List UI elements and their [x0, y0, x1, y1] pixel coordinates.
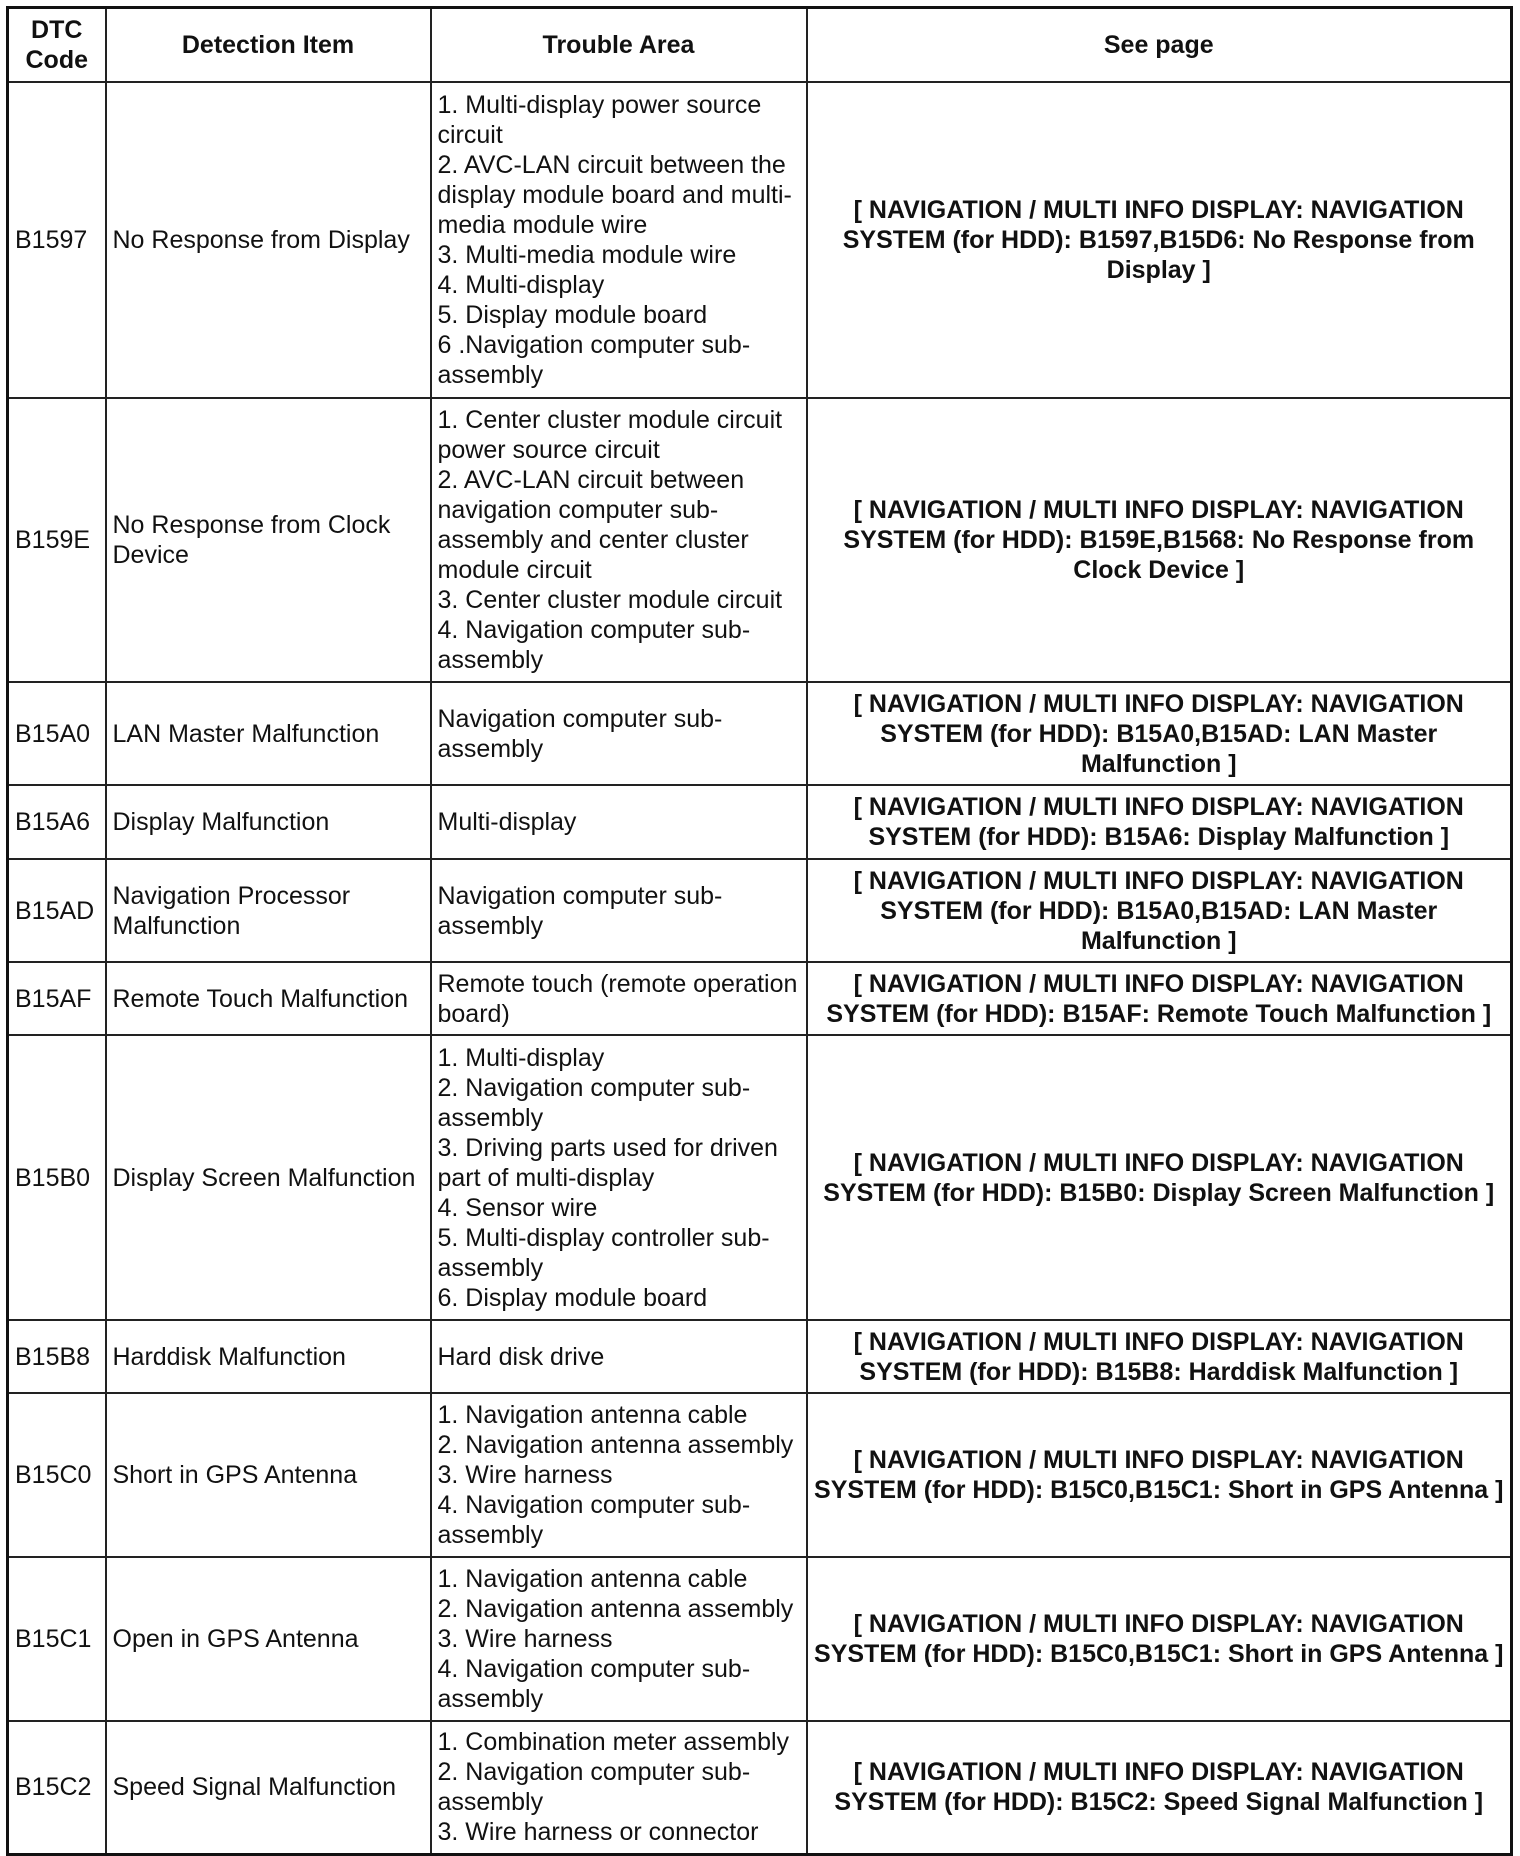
dtc-code-cell: B15B8 — [8, 1320, 106, 1393]
dtc-table — [6, 6, 1513, 1856]
dtc-code-cell: B15A0 — [8, 682, 106, 785]
header-trouble-area: Trouble Area — [431, 8, 807, 83]
trouble-area-item: 1. Navigation antenna cable — [437, 1565, 748, 1593]
dtc-code-cell: B15B0 — [8, 1035, 106, 1320]
trouble-area-cell — [431, 1320, 807, 1393]
see-page-link[interactable]: [ NAVIGATION / MULTI INFO DISPLAY: NAVIGATION SYSTEM (for HDD): B1597,B15D6: No Response from Display ] — [807, 82, 1512, 398]
detection-item-cell: LAN Master Malfunction — [106, 682, 431, 785]
detection-item-cell: Short in GPS Antenna — [106, 1393, 431, 1557]
detection-item-cell: Navigation Processor Malfunction — [106, 859, 431, 962]
see-page-link[interactable]: [ NAVIGATION / MULTI INFO DISPLAY: NAVIGATION SYSTEM (for HDD): B15C0,B15C1: Short in GPS Antenna ] — [807, 1557, 1512, 1721]
dtc-code-cell: B15C0 — [8, 1393, 106, 1557]
table-row — [8, 1557, 1512, 1721]
trouble-area-item: 2. Navigation computer sub-assembly — [437, 1073, 751, 1132]
dtc-code-cell: B15C2 — [8, 1721, 106, 1854]
table-row — [8, 1320, 1512, 1393]
see-page-link[interactable]: [ NAVIGATION / MULTI INFO DISPLAY: NAVIGATION SYSTEM (for HDD): B15A6: Display Malfunction ] — [807, 785, 1512, 859]
detection-item-cell: No Response from Display — [106, 82, 431, 398]
header-see-page: See page — [807, 8, 1512, 83]
trouble-area-item: 2. AVC-LAN circuit between the display module board and multi-media module wire — [437, 151, 792, 239]
detection-item-cell: Display Screen Malfunction — [106, 1035, 431, 1320]
trouble-area-item: 2. Navigation antenna assembly — [437, 1595, 794, 1623]
dtc-code-cell: B159E — [8, 398, 106, 682]
trouble-area-cell — [431, 1721, 807, 1854]
trouble-area-item: Hard disk drive — [437, 1342, 605, 1371]
see-page-link[interactable]: [ NAVIGATION / MULTI INFO DISPLAY: NAVIGATION SYSTEM (for HDD): B15A0,B15AD: LAN Master Malfunction ] — [807, 682, 1512, 785]
trouble-area-item: 1. Combination meter assembly — [437, 1728, 790, 1757]
trouble-area-item: 4. Navigation computer sub-assembly — [437, 1655, 751, 1713]
header-dtc-code: DTC Code — [8, 8, 106, 83]
trouble-area-item: 2. AVC-LAN circuit between navigation computer sub-assembly and center cluster module circuit — [437, 466, 749, 584]
trouble-area-cell — [431, 785, 807, 859]
table-body — [8, 82, 1512, 1854]
detection-item-cell: Display Malfunction — [106, 785, 431, 859]
table-row — [8, 682, 1512, 785]
trouble-area-cell — [431, 82, 807, 398]
trouble-area-item: 1. Navigation antenna cable — [437, 1401, 748, 1429]
dtc-table-container — [6, 6, 1513, 1856]
see-page-link[interactable]: [ NAVIGATION / MULTI INFO DISPLAY: NAVIGATION SYSTEM (for HDD): B15B0: Display Screen Malfunction ] — [807, 1035, 1512, 1320]
trouble-area-item: 3. Wire harness — [437, 1625, 613, 1653]
header-row — [8, 8, 1512, 83]
detection-item-cell: Open in GPS Antenna — [106, 1557, 431, 1721]
see-page-link[interactable]: [ NAVIGATION / MULTI INFO DISPLAY: NAVIGATION SYSTEM (for HDD): B15B8: Harddisk Malfunction ] — [807, 1320, 1512, 1393]
see-page-link[interactable]: [ NAVIGATION / MULTI INFO DISPLAY: NAVIGATION SYSTEM (for HDD): B15C2: Speed Signal Malfunction ] — [807, 1721, 1512, 1854]
trouble-area-item: 4. Sensor wire — [437, 1193, 598, 1222]
table-row — [8, 82, 1512, 398]
trouble-area-item: 3. Center cluster module circuit — [437, 586, 783, 614]
trouble-area-item: 4. Navigation computer sub-assembly — [437, 1491, 751, 1549]
dtc-code-cell: B15AF — [8, 962, 106, 1035]
trouble-area-item: Multi-display — [437, 808, 577, 836]
detection-item-cell: Harddisk Malfunction — [106, 1320, 431, 1393]
trouble-area-item: 3. Driving parts used for driven part of multi-display — [437, 1133, 778, 1192]
dtc-code-cell: B1597 — [8, 82, 106, 398]
table-row — [8, 1393, 1512, 1557]
trouble-area-item: 3. Wire harness — [437, 1461, 613, 1489]
header-detection-item: Detection Item — [106, 8, 431, 83]
trouble-area-cell — [431, 1393, 807, 1557]
trouble-area-item: 1. Multi-display power source circuit — [437, 91, 762, 149]
trouble-area-item: Navigation computer sub-assembly — [437, 881, 723, 940]
trouble-area-item: 1. Center cluster module circuit power source circuit — [437, 406, 783, 464]
see-page-link[interactable]: [ NAVIGATION / MULTI INFO DISPLAY: NAVIGATION SYSTEM (for HDD): B15A0,B15AD: LAN Master Malfunction ] — [807, 859, 1512, 962]
trouble-area-item: 3. Wire harness or connector — [437, 1818, 759, 1847]
dtc-code-cell: B15C1 — [8, 1557, 106, 1721]
trouble-area-cell — [431, 682, 807, 785]
table-row — [8, 859, 1512, 962]
trouble-area-item: Navigation computer sub-assembly — [437, 704, 723, 763]
dtc-code-cell: B15AD — [8, 859, 106, 962]
detection-item-cell: Speed Signal Malfunction — [106, 1721, 431, 1854]
trouble-area-item: 1. Multi-display — [437, 1043, 605, 1072]
table-row — [8, 962, 1512, 1035]
detection-item-cell: No Response from Clock Device — [106, 398, 431, 682]
trouble-area-cell — [431, 859, 807, 962]
see-page-link[interactable]: [ NAVIGATION / MULTI INFO DISPLAY: NAVIGATION SYSTEM (for HDD): B15C0,B15C1: Short in GPS Antenna ] — [807, 1393, 1512, 1557]
trouble-area-item: 4. Navigation computer sub-assembly — [437, 616, 751, 674]
table-row — [8, 785, 1512, 859]
detection-item-cell: Remote Touch Malfunction — [106, 962, 431, 1035]
see-page-link[interactable]: [ NAVIGATION / MULTI INFO DISPLAY: NAVIGATION SYSTEM (for HDD): B159E,B1568: No Response from Clock Device ] — [807, 398, 1512, 682]
trouble-area-item: 5. Display module board — [437, 301, 708, 329]
trouble-area-item: 4. Multi-display — [437, 271, 605, 299]
trouble-area-item: 2. Navigation computer sub-assembly — [437, 1758, 751, 1817]
trouble-area-item: 5. Multi-display controller sub-assembly — [437, 1223, 770, 1282]
dtc-code-cell: B15A6 — [8, 785, 106, 859]
see-page-link[interactable]: [ NAVIGATION / MULTI INFO DISPLAY: NAVIGATION SYSTEM (for HDD): B15AF: Remote Touch Malfunction ] — [807, 962, 1512, 1035]
table-row — [8, 398, 1512, 682]
table-row — [8, 1721, 1512, 1854]
trouble-area-cell — [431, 1035, 807, 1320]
trouble-area-cell — [431, 1557, 807, 1721]
trouble-area-item: 6 .Navigation computer sub-assembly — [437, 331, 751, 389]
trouble-area-item: 3. Multi-media module wire — [437, 241, 737, 269]
trouble-area-cell — [431, 962, 807, 1035]
trouble-area-item: 2. Navigation antenna assembly — [437, 1431, 794, 1459]
trouble-area-item: 6. Display module board — [437, 1283, 708, 1312]
table-row — [8, 1035, 1512, 1320]
trouble-area-cell — [431, 398, 807, 682]
trouble-area-item: Remote touch (remote operation board) — [437, 969, 798, 1028]
